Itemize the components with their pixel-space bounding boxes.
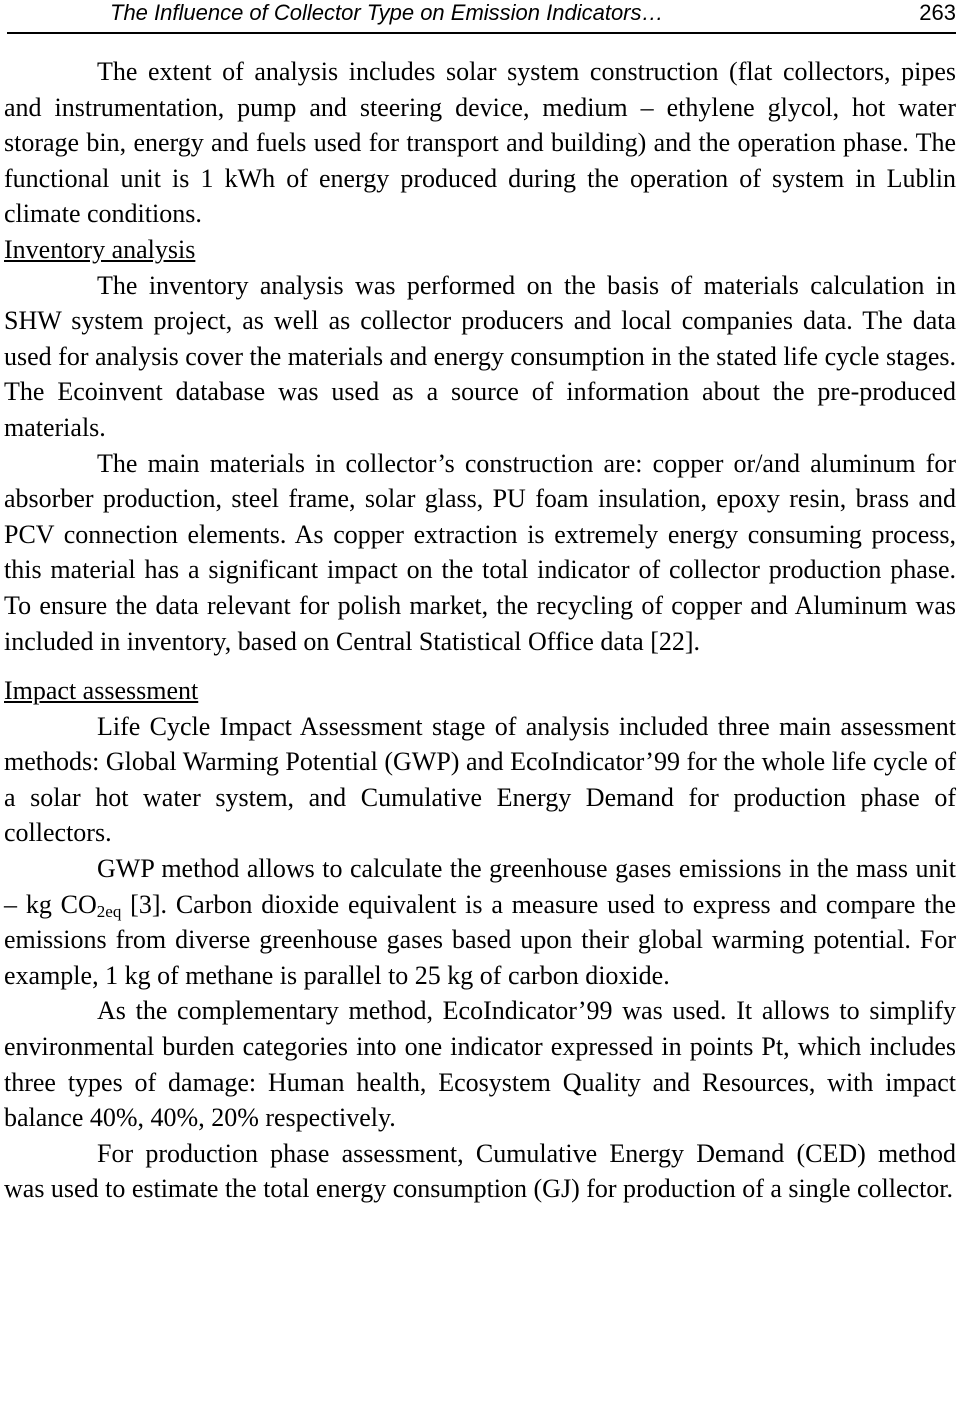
running-header bbox=[7, 0, 956, 34]
paragraph-gwp bbox=[4, 851, 956, 993]
paragraph-inventory: The inventory analysis was performed on the basis of materials calculation in SHW system project, as well as collector producers and local companies data. The data used for analysis cover the materials and energy consumption in the stated life cycle stages. The Ecoinvent database was used as a source of information about the pre-produced materials. bbox=[4, 270, 956, 442]
gwp-text-before: GWP method allows to calculate the greenhouse gases emissions in the mass unit – kg CO bbox=[4, 854, 956, 919]
heading-inventory-analysis: Inventory analysis bbox=[4, 234, 196, 264]
page-number: 263 bbox=[919, 0, 956, 25]
heading-impact-assessment: Impact assessment bbox=[4, 676, 199, 706]
paragraph-lcia: Life Cycle Impact Assessment stage of analysis included three main assessment methods: Global Warming Potential (GWP) and EcoIndicator’99 for the whole life cycle of a solar hot water system, and Cumulative Energy Demand for production phase of collectors. bbox=[4, 711, 956, 848]
gwp-text-after: [3]. Carbon dioxide equivalent is a measure used to express and compare the emissions from diverse greenhouse gases based upon their global warming potential. For example, 1 kg of methane is parallel to 25 kg of carbon dioxide. bbox=[4, 889, 956, 990]
paragraph-ced: For production phase assessment, Cumulative Energy Demand (CED) method was used to estimate the total energy consumption (GJ) for production of a single collector. bbox=[4, 1138, 956, 1204]
paragraph-scope: The extent of analysis includes solar system construction (flat collectors, pipes and instrumentation, pump and steering device, medium – ethylene glycol, hot water storage bin, energy and fuels used for transport and building) and the operation phase. The functional unit is 1 kWh of energy produced during the operation of system in Lublin climate conditions. bbox=[4, 57, 956, 229]
paragraph-ecoindicator: As the complementary method, EcoIndicator’99 was used. It allows to simplify environmental burden categories into one indicator expressed in points Pt, which includes three types of damage: Human health, Ecosystem Quality and Resources, with impact balance 40%, 40%, 20% respectively. bbox=[4, 996, 956, 1133]
running-title: The Influence of Collector Type on Emission Indicators… bbox=[110, 0, 664, 25]
body-text bbox=[4, 54, 956, 1207]
paragraph-materials: The main materials in collector’s construction are: copper or/and aluminum for absorber production, steel frame, solar glass, PU foam insulation, epoxy resin, brass and PCV connection elements. As copper extraction is extremely energy consuming process, this material has a significant impact on the total indicator of collector production phase. To ensure the data relevant for polish market, the recycling of copper and Aluminum was included in inventory, based on Central Statistical Office data [22]. bbox=[4, 448, 956, 656]
co2-subscript: 2eq bbox=[96, 901, 122, 921]
document-page bbox=[4, 0, 956, 1404]
